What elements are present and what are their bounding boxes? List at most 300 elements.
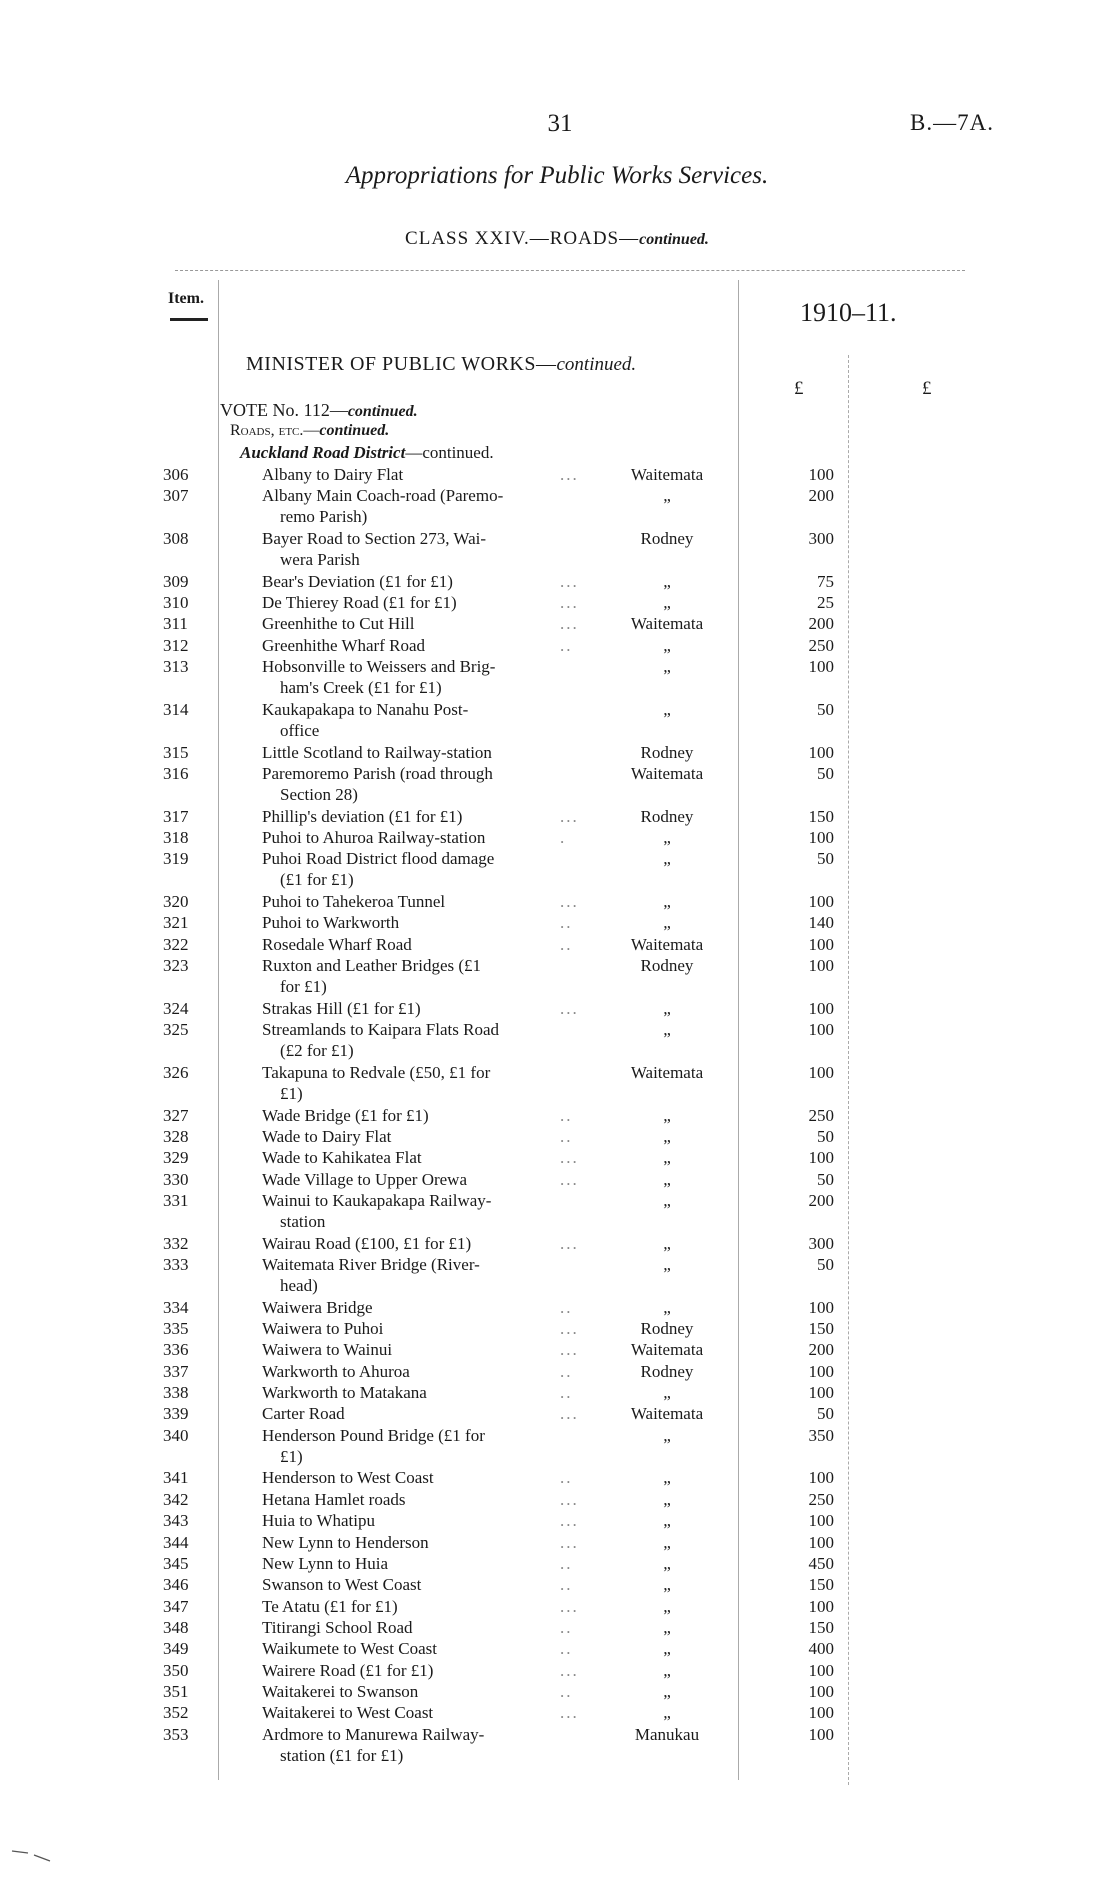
document-code: B.—7A.: [910, 110, 994, 135]
item-amount: 200: [808, 1340, 834, 1360]
leader-dots: ...: [560, 1511, 579, 1531]
leader-dots: ..: [560, 1553, 573, 1573]
item-number: 318: [163, 827, 189, 847]
leader-dots: ..: [560, 635, 573, 655]
item-amount: 250: [808, 1105, 834, 1125]
item-county: „: [663, 1126, 671, 1146]
item-description: [262, 1169, 587, 1190]
item-description-line: Streamlands to Kaipara Flats Road: [262, 1020, 500, 1040]
item-description: [262, 1126, 587, 1147]
item-description-line: Warkworth to Ahuroa: [262, 1361, 410, 1381]
item-description-line: Hobsonville to Weissers and Brig-: [262, 657, 496, 677]
item-amount: 100: [808, 1681, 834, 1701]
item-description-line: Puhoi Road District flood damage: [262, 849, 495, 869]
item-description-continuation: station: [280, 1211, 326, 1231]
item-number: 345: [163, 1553, 189, 1573]
item-county: Rodney: [640, 1361, 694, 1381]
item-amount: 100: [808, 998, 834, 1018]
header-rule: [175, 270, 965, 271]
item-amount: 100: [808, 657, 834, 677]
item-county: „: [663, 1020, 671, 1040]
item-county: Waitemata: [630, 1340, 704, 1360]
item-description: [262, 1702, 587, 1723]
leader-dots: ..: [560, 1383, 573, 1403]
item-county: „: [663, 1596, 671, 1616]
page-number: 31: [547, 110, 573, 137]
item-amount: 100: [808, 1724, 834, 1744]
item-amount: 100: [808, 956, 834, 976]
item-description: [262, 1574, 587, 1595]
item-amount: 50: [817, 849, 834, 869]
item-description: [262, 1147, 587, 1168]
leader-dots: ...: [560, 1703, 579, 1723]
item-number: 353: [163, 1724, 189, 1744]
item-county: „: [663, 1233, 671, 1253]
district-heading-continued: —continued.: [405, 443, 494, 462]
leader-dots: ...: [560, 806, 579, 826]
item-amount: 100: [808, 1511, 834, 1531]
item-number: 311: [163, 614, 188, 634]
item-number: 322: [163, 934, 189, 954]
item-amount: 75: [817, 571, 834, 591]
item-description-line: Wade Bridge (£1 for £1): [262, 1105, 429, 1125]
item-county: Waitemata: [630, 1404, 704, 1424]
item-number: 338: [163, 1383, 189, 1403]
item-number: 326: [163, 1062, 189, 1082]
item-number: 315: [163, 742, 189, 762]
item-number: 346: [163, 1575, 189, 1595]
item-number: 342: [163, 1489, 189, 1509]
item-county: „: [663, 1425, 671, 1445]
item-number: 319: [163, 849, 189, 869]
item-number: 306: [163, 465, 189, 484]
item-description-line: Waiwera to Puhoi: [262, 1319, 384, 1338]
item-description-line: Ruxton and Leather Bridges (£1: [262, 956, 482, 976]
item-description: [262, 1382, 587, 1403]
item-description-line: Paremoremo Parish (road through: [262, 763, 493, 783]
leader-dots: ...: [560, 1532, 579, 1552]
item-county: „: [663, 1703, 671, 1723]
item-description-line: Greenhithe to Cut Hill: [262, 614, 415, 634]
item-county: „: [663, 913, 671, 933]
item-description-line: Wairere Road (£1 for £1): [262, 1660, 434, 1680]
item-county: „: [663, 1511, 671, 1531]
item-description: [262, 1361, 587, 1382]
item-description-line: Carter Road: [262, 1404, 345, 1424]
item-county: Rodney: [640, 529, 694, 549]
item-amount: 50: [817, 763, 834, 783]
item-number: 334: [163, 1297, 189, 1317]
item-description: [262, 1681, 587, 1702]
item-number: 331: [163, 1190, 189, 1210]
item-amount: 100: [808, 465, 834, 484]
item-amount: 250: [808, 635, 834, 655]
roads-heading-continued: continued.: [319, 422, 390, 439]
item-county: „: [663, 699, 671, 719]
item-county: „: [663, 849, 671, 869]
column-divider-item: [218, 280, 219, 1780]
leader-dots: ..: [560, 1468, 573, 1488]
item-description-line: Henderson Pound Bridge (£1 for: [262, 1425, 485, 1445]
item-amount: 100: [808, 742, 834, 762]
item-description-line: Takapuna to Redvale (£50, £1 for: [262, 1062, 491, 1082]
leader-dots: ..: [560, 1297, 573, 1317]
leader-dots: ...: [560, 1596, 579, 1616]
item-description-line: Little Scotland to Railway-station: [262, 742, 492, 762]
item-amount: 150: [808, 1575, 834, 1595]
item-description-line: Rosedale Wharf Road: [262, 934, 412, 954]
class-heading-continued: continued.: [639, 231, 709, 248]
item-description-line: Wade Village to Upper Orewa: [262, 1169, 467, 1189]
item-description-line: Huia to Whatipu: [262, 1511, 375, 1531]
item-number: 330: [163, 1169, 189, 1189]
item-amount: 450: [808, 1553, 834, 1573]
item-county: Manukau: [634, 1724, 700, 1744]
item-number: 312: [163, 635, 189, 655]
item-amount: 100: [808, 1596, 834, 1616]
page-title: Appropriations for Public Works Services.: [345, 162, 769, 189]
item-description: [262, 613, 587, 634]
item-county: Waitemata: [630, 1062, 704, 1082]
item-amount: 200: [808, 486, 834, 506]
item-amount: 200: [808, 614, 834, 634]
item-amount: 25: [817, 593, 834, 613]
leader-dots: ...: [560, 465, 579, 484]
item-description: [262, 592, 587, 613]
item-description-continuation: office: [280, 720, 320, 740]
item-description: [262, 1254, 587, 1296]
item-county: „: [663, 1532, 671, 1552]
item-description-line: Bayer Road to Section 273, Wai-: [262, 529, 486, 549]
item-amount: 100: [808, 1297, 834, 1317]
item-county: „: [663, 1639, 671, 1659]
item-description: [262, 485, 587, 527]
item-description: [262, 1062, 587, 1104]
leader-dots: ...: [560, 1233, 579, 1253]
item-description-line: Albany to Dairy Flat: [262, 465, 404, 484]
item-county: „: [663, 1254, 671, 1274]
currency-symbol-amount: £: [794, 378, 804, 399]
item-amount: 100: [808, 892, 834, 911]
leader-dots: ...: [560, 593, 579, 613]
item-description-line: Puhoi to Ahuroa Railway-station: [262, 827, 486, 847]
leader-dots: ...: [560, 998, 579, 1018]
item-amount: 200: [808, 1190, 834, 1210]
item-number: 340: [163, 1425, 189, 1445]
item-amount: 50: [817, 1126, 834, 1146]
item-description-line: Warkworth to Matakana: [262, 1383, 427, 1403]
item-column-header: Item.: [168, 290, 204, 307]
item-description: [262, 1660, 587, 1681]
margin-mark: [10, 1845, 60, 1865]
district-heading-name: Auckland Road District: [240, 443, 406, 462]
leader-dots: ...: [560, 1660, 579, 1680]
item-county: „: [663, 1468, 671, 1488]
leader-dots: ...: [560, 1319, 579, 1338]
column-divider-amount: [738, 280, 739, 1780]
item-description: [262, 891, 587, 912]
item-description-continuation: head): [280, 1275, 318, 1295]
item-amount: 150: [808, 1617, 834, 1637]
item-description-line: Waikumete to West Coast: [262, 1639, 437, 1659]
item-amount: 50: [817, 1254, 834, 1274]
item-county: „: [663, 1681, 671, 1701]
item-county: „: [663, 1617, 671, 1637]
item-amount: 100: [808, 1532, 834, 1552]
item-county: „: [663, 1660, 671, 1680]
item-county: Rodney: [640, 956, 694, 976]
item-number: 333: [163, 1254, 189, 1274]
item-amount: 150: [808, 806, 834, 826]
item-amount: 50: [817, 1404, 834, 1424]
currency-symbol-total: £: [922, 378, 932, 399]
item-description-line: Strakas Hill (£1 for £1): [262, 998, 421, 1018]
item-number: 328: [163, 1126, 189, 1146]
leader-dots: ...: [560, 892, 579, 911]
leader-dots: ..: [560, 1361, 573, 1381]
item-description-continuation: (£1 for £1): [280, 870, 354, 890]
item-number: 347: [163, 1596, 189, 1616]
item-description: [262, 848, 587, 890]
item-description: [262, 1510, 587, 1531]
item-number: 324: [163, 998, 189, 1018]
item-description: [262, 1105, 587, 1126]
item-description-line: Wade to Kahikatea Flat: [262, 1148, 422, 1168]
item-description-line: Greenhithe Wharf Road: [262, 635, 426, 655]
item-county: Waitemata: [630, 934, 704, 954]
item-description-line: Wade to Dairy Flat: [262, 1126, 392, 1146]
item-county: „: [663, 998, 671, 1018]
item-description-line: Swanson to West Coast: [262, 1575, 422, 1595]
item-number: 343: [163, 1511, 189, 1531]
item-county: „: [663, 593, 671, 613]
item-number: 348: [163, 1617, 189, 1637]
item-county: „: [663, 486, 671, 506]
item-description: [262, 1489, 587, 1510]
item-amount: 400: [808, 1639, 834, 1659]
item-county: Rodney: [640, 1319, 694, 1338]
item-description-line: New Lynn to Henderson: [262, 1532, 429, 1552]
item-number: 325: [163, 1020, 189, 1040]
item-amount: 100: [808, 1468, 834, 1488]
item-amount: 100: [808, 1148, 834, 1168]
item-description-line: Puhoi to Warkworth: [262, 913, 400, 933]
item-county: „: [663, 657, 671, 677]
item-number: 308: [163, 529, 189, 549]
roads-heading-main: Roads, etc.—: [230, 422, 320, 439]
item-number: 320: [163, 892, 189, 911]
item-county: „: [663, 1575, 671, 1595]
item-number: 316: [163, 763, 189, 783]
item-description-continuation: £1): [280, 1083, 303, 1103]
item-description-line: Te Atatu (£1 for £1): [262, 1596, 398, 1616]
item-description: [262, 1019, 587, 1061]
item-description: [262, 1553, 587, 1574]
item-county: „: [663, 1169, 671, 1189]
roads-heading: [230, 422, 389, 440]
year-column-header: 1910–11.: [800, 298, 897, 327]
item-number: 314: [163, 699, 189, 719]
item-number: 341: [163, 1468, 189, 1488]
leader-dots: ..: [560, 1639, 573, 1659]
leader-dots: ...: [560, 571, 579, 591]
item-description: [262, 571, 587, 592]
item-description-line: Wainui to Kaukapakapa Railway-: [262, 1190, 492, 1210]
item-description-line: Wairau Road (£100, £1 for £1): [262, 1233, 472, 1253]
leader-dots: ...: [560, 1148, 579, 1168]
minister-heading-main: MINISTER OF PUBLIC WORKS—: [246, 353, 557, 375]
item-number: 310: [163, 593, 189, 613]
item-description-line: Waiwera Bridge: [262, 1297, 373, 1317]
item-description: [262, 1596, 587, 1617]
item-county: „: [663, 571, 671, 591]
item-county: Waitemata: [630, 614, 704, 634]
item-number: 349: [163, 1639, 189, 1659]
column-divider-total: [848, 355, 849, 1785]
item-description-line: De Thierey Road (£1 for £1): [262, 593, 457, 613]
item-amount: 100: [808, 1660, 834, 1680]
item-amount: 50: [817, 699, 834, 719]
item-amount: 100: [808, 1062, 834, 1082]
leader-dots: ..: [560, 1105, 573, 1125]
item-description-line: Ardmore to Manurewa Railway-: [262, 1724, 485, 1744]
item-amount: 100: [808, 934, 834, 954]
item-amount: 50: [817, 1169, 834, 1189]
item-description-line: New Lynn to Huia: [262, 1553, 389, 1573]
leader-dots: ...: [560, 614, 579, 634]
item-description-line: Waiwera to Wainui: [262, 1340, 393, 1360]
item-number: 313: [163, 657, 189, 677]
item-description-line: Albany Main Coach-road (Paremo-: [262, 486, 504, 506]
item-number: 317: [163, 806, 189, 826]
item-number: 307: [163, 486, 189, 506]
item-description: [262, 1403, 587, 1424]
item-description: [262, 1638, 587, 1659]
item-amount: 100: [808, 1383, 834, 1403]
item-county: „: [663, 1190, 671, 1210]
item-description: [262, 656, 587, 698]
item-description-continuation: Section 28): [280, 784, 358, 804]
item-description: [262, 1724, 587, 1766]
leader-dots: ..: [560, 1617, 573, 1637]
item-county: „: [663, 635, 671, 655]
item-county: Waitemata: [630, 763, 704, 783]
item-number: 321: [163, 913, 189, 933]
item-description-continuation: station (£1 for £1): [280, 1745, 404, 1765]
item-description-line: Waitakerei to West Coast: [262, 1703, 434, 1723]
item-number: 309: [163, 571, 189, 591]
item-description: [262, 1467, 587, 1488]
leader-dots: ..: [560, 913, 573, 933]
class-heading: [0, 228, 1114, 250]
item-description: [262, 528, 587, 570]
item-description: [262, 1617, 587, 1638]
item-county: Rodney: [640, 742, 694, 762]
item-amount: 300: [808, 529, 834, 549]
item-description: [262, 1339, 587, 1360]
item-description-line: Bear's Deviation (£1 for £1): [262, 571, 453, 591]
item-description-continuation: (£2 for £1): [280, 1041, 354, 1061]
item-number: 339: [163, 1404, 189, 1424]
item-amount: 100: [808, 1361, 834, 1381]
item-description-continuation: remo Parish): [280, 507, 368, 527]
leader-dots: ...: [560, 1340, 579, 1360]
item-description-line: Henderson to West Coast: [262, 1468, 434, 1488]
item-county: Rodney: [640, 806, 694, 826]
leader-dots: ...: [560, 1169, 579, 1189]
vote-heading-main: VOTE No. 112—: [220, 400, 348, 420]
item-description-line: Hetana Hamlet roads: [262, 1489, 406, 1509]
item-description-line: Waitakerei to Swanson: [262, 1681, 419, 1701]
class-heading-main: CLASS XXIV.—ROADS—: [405, 228, 640, 249]
leader-dots: .: [560, 827, 567, 847]
leader-dots: ..: [560, 1575, 573, 1595]
item-amount: 100: [808, 1020, 834, 1040]
item-number: 335: [163, 1319, 189, 1338]
item-description-continuation: wera Parish: [280, 550, 360, 570]
item-description-continuation: for £1): [280, 977, 327, 997]
vote-heading-continued: continued.: [347, 403, 418, 420]
item-amount: 150: [808, 1319, 834, 1338]
item-number: 329: [163, 1148, 189, 1168]
item-description: [262, 934, 587, 955]
item-county: „: [663, 1297, 671, 1317]
item-description-continuation: ham's Creek (£1 for £1): [280, 678, 442, 698]
item-county: „: [663, 1105, 671, 1125]
item-number: 344: [163, 1532, 189, 1552]
item-county: Waitemata: [630, 465, 704, 484]
item-county: „: [663, 1148, 671, 1168]
item-description: [262, 806, 587, 827]
item-amount: 350: [808, 1425, 834, 1445]
leader-dots: ..: [560, 1126, 573, 1146]
item-description-line: Titirangi School Road: [262, 1617, 413, 1637]
item-number: 336: [163, 1340, 189, 1360]
item-county: „: [663, 892, 671, 911]
district-heading: [240, 443, 494, 463]
leader-dots: ...: [560, 1404, 579, 1424]
item-description-line: Kaukapakapa to Nanahu Post-: [262, 699, 469, 719]
item-description: [262, 1190, 587, 1232]
item-description: [262, 1233, 587, 1254]
item-amount: 100: [808, 1703, 834, 1723]
item-description: [262, 763, 587, 805]
leader-dots: ..: [560, 1681, 573, 1701]
item-amount: 100: [808, 827, 834, 847]
item-description: [262, 1318, 587, 1339]
item-description: [262, 742, 587, 763]
item-number: 332: [163, 1233, 189, 1253]
item-amount: 250: [808, 1489, 834, 1509]
item-header-underline: [170, 318, 208, 321]
item-description-line: Phillip's deviation (£1 for £1): [262, 806, 463, 826]
item-description: [262, 635, 587, 656]
item-description: [262, 1532, 587, 1553]
item-description: [262, 998, 587, 1019]
item-number: 323: [163, 956, 189, 976]
item-county: „: [663, 827, 671, 847]
item-amount: 300: [808, 1233, 834, 1253]
item-description: [262, 699, 587, 741]
item-number: 351: [163, 1681, 189, 1701]
item-description-line: Waitemata River Bridge (River-: [262, 1254, 480, 1274]
item-description: [262, 1297, 587, 1318]
vote-heading: [220, 400, 418, 421]
item-description-line: Puhoi to Tahekeroa Tunnel: [262, 892, 446, 911]
item-description: [262, 464, 587, 485]
item-county: „: [663, 1553, 671, 1573]
item-number: 337: [163, 1361, 189, 1381]
